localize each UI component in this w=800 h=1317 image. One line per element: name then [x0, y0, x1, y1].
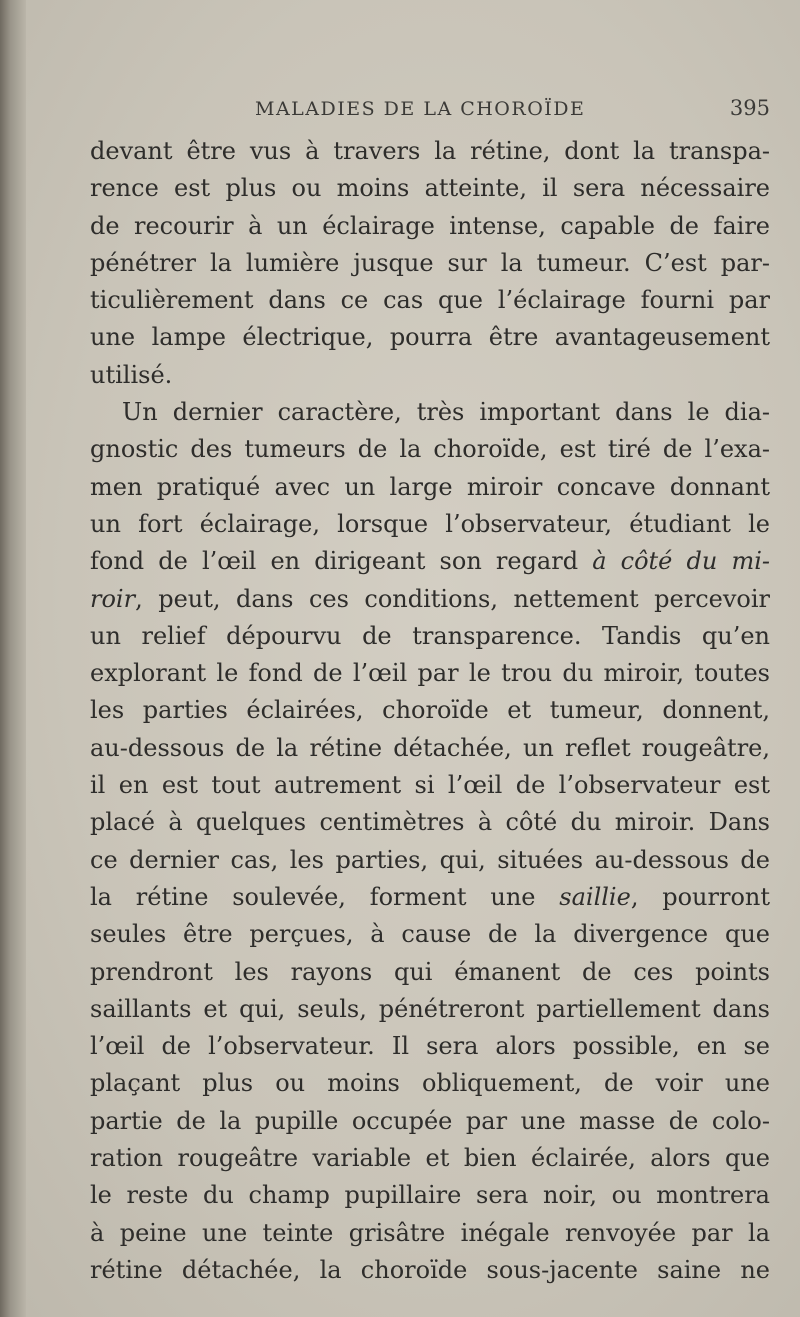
text-line — [90, 394, 770, 431]
text-segment: prendront les rayons qui émanent de ces points — [90, 957, 770, 986]
italic-text-segment: à côté du mi- — [592, 547, 771, 576]
text-line — [90, 319, 770, 356]
page-binding-edge — [0, 0, 26, 1317]
text-segment: la rétine soulevée, forment une — [90, 882, 560, 911]
text-segment: une lampe électrique, pourra être avantageusement — [90, 323, 770, 352]
text-line — [90, 730, 770, 767]
text-line — [90, 245, 770, 282]
text-line — [90, 842, 770, 879]
text-line — [90, 991, 770, 1028]
body-text — [90, 133, 770, 1289]
text-segment: au-dessous de la rétine détachée, un reflet rougeâtre, — [90, 733, 770, 762]
text-line — [90, 655, 770, 692]
text-line — [90, 208, 770, 245]
text-line — [90, 1028, 770, 1065]
page-number: 395 — [729, 96, 770, 120]
text-line — [90, 954, 770, 991]
text-segment: explorant le fond de l’œil par le trou du miroir, toutes — [90, 659, 770, 688]
text-segment: ticulièrement dans ce cas que l’éclairage fourni par — [90, 286, 770, 315]
text-segment: men pratiqué avec un large miroir concave donnant — [90, 472, 770, 501]
text-segment: il en est tout autrement si l’œil de l’observateur est — [90, 771, 770, 800]
text-line — [90, 357, 770, 394]
text-segment: Un dernier caractère, très important dans le dia- — [122, 398, 770, 427]
text-segment: rétine détachée, la choroïde sous-jacente saine ne — [90, 1255, 770, 1284]
text-segment: ce dernier cas, les parties, qui, situées au-dessous de — [90, 845, 770, 874]
text-segment: partie de la pupille occupée par une masse de colo- — [90, 1106, 770, 1135]
text-line — [90, 282, 770, 319]
text-segment: , peut, dans ces conditions, nettement percevoir — [135, 584, 770, 613]
text-segment: rence est plus ou moins atteinte, il sera nécessaire — [90, 174, 770, 203]
text-line — [90, 506, 770, 543]
text-segment: un relief dépourvu de transparence. Tandis qu’en — [90, 621, 770, 650]
text-segment: utilisé. — [90, 360, 173, 389]
text-segment: l’œil de l’observateur. Il sera alors possible, en se — [90, 1032, 770, 1061]
text-line — [90, 133, 770, 170]
text-line — [90, 916, 770, 953]
text-segment: placé à quelques centimètres à côté du miroir. Dans — [90, 808, 770, 837]
running-head-title: MALADIES DE LA CHOROÏDE — [255, 98, 586, 120]
text-segment: devant être vus à travers la rétine, dont la transpa- — [90, 137, 770, 165]
text-line — [90, 1252, 770, 1289]
text-line — [90, 1177, 770, 1214]
text-segment: , pourront — [630, 882, 770, 911]
text-segment: pénétrer la lumière jusque sur la tumeur. C’est par- — [90, 248, 770, 277]
text-line — [90, 804, 770, 841]
text-segment: gnostic des tumeurs de la choroïde, est tiré de l’exa- — [90, 435, 770, 464]
text-segment: fond de l’œil en dirigeant son regard — [90, 547, 593, 576]
text-line — [90, 1140, 770, 1177]
text-segment: à peine une teinte grisâtre inégale renvoyée par la — [90, 1218, 770, 1247]
text-segment: plaçant plus ou moins obliquement, de voir une — [90, 1069, 770, 1098]
text-line — [90, 170, 770, 207]
text-segment: seules être perçues, à cause de la divergence que — [90, 920, 770, 949]
text-line — [90, 469, 770, 506]
text-line — [90, 767, 770, 804]
italic-text-segment: roir — [90, 584, 136, 613]
text-line — [90, 1065, 770, 1102]
text-segment: les parties éclairées, choroïde et tumeur, donnent, — [90, 696, 770, 725]
text-segment: de recourir à un éclairage intense, capable de faire — [90, 211, 770, 240]
italic-text-segment: saillie — [559, 882, 631, 911]
text-segment: un fort éclairage, lorsque l’observateur, étudiant le — [90, 509, 770, 538]
text-line — [90, 879, 770, 916]
text-segment: le reste du champ pupillaire sera noir, ou montrera — [90, 1181, 770, 1210]
text-line — [90, 543, 770, 580]
text-line — [90, 581, 770, 618]
text-line — [90, 431, 770, 468]
text-line — [90, 692, 770, 729]
running-head — [90, 92, 770, 126]
text-line — [90, 618, 770, 655]
text-line — [90, 1215, 770, 1252]
text-segment: saillants et qui, seuls, pénétreront partiellement dans — [90, 994, 770, 1023]
text-segment: ration rougeâtre variable et bien éclairée, alors que — [90, 1144, 770, 1173]
text-line — [90, 1103, 770, 1140]
